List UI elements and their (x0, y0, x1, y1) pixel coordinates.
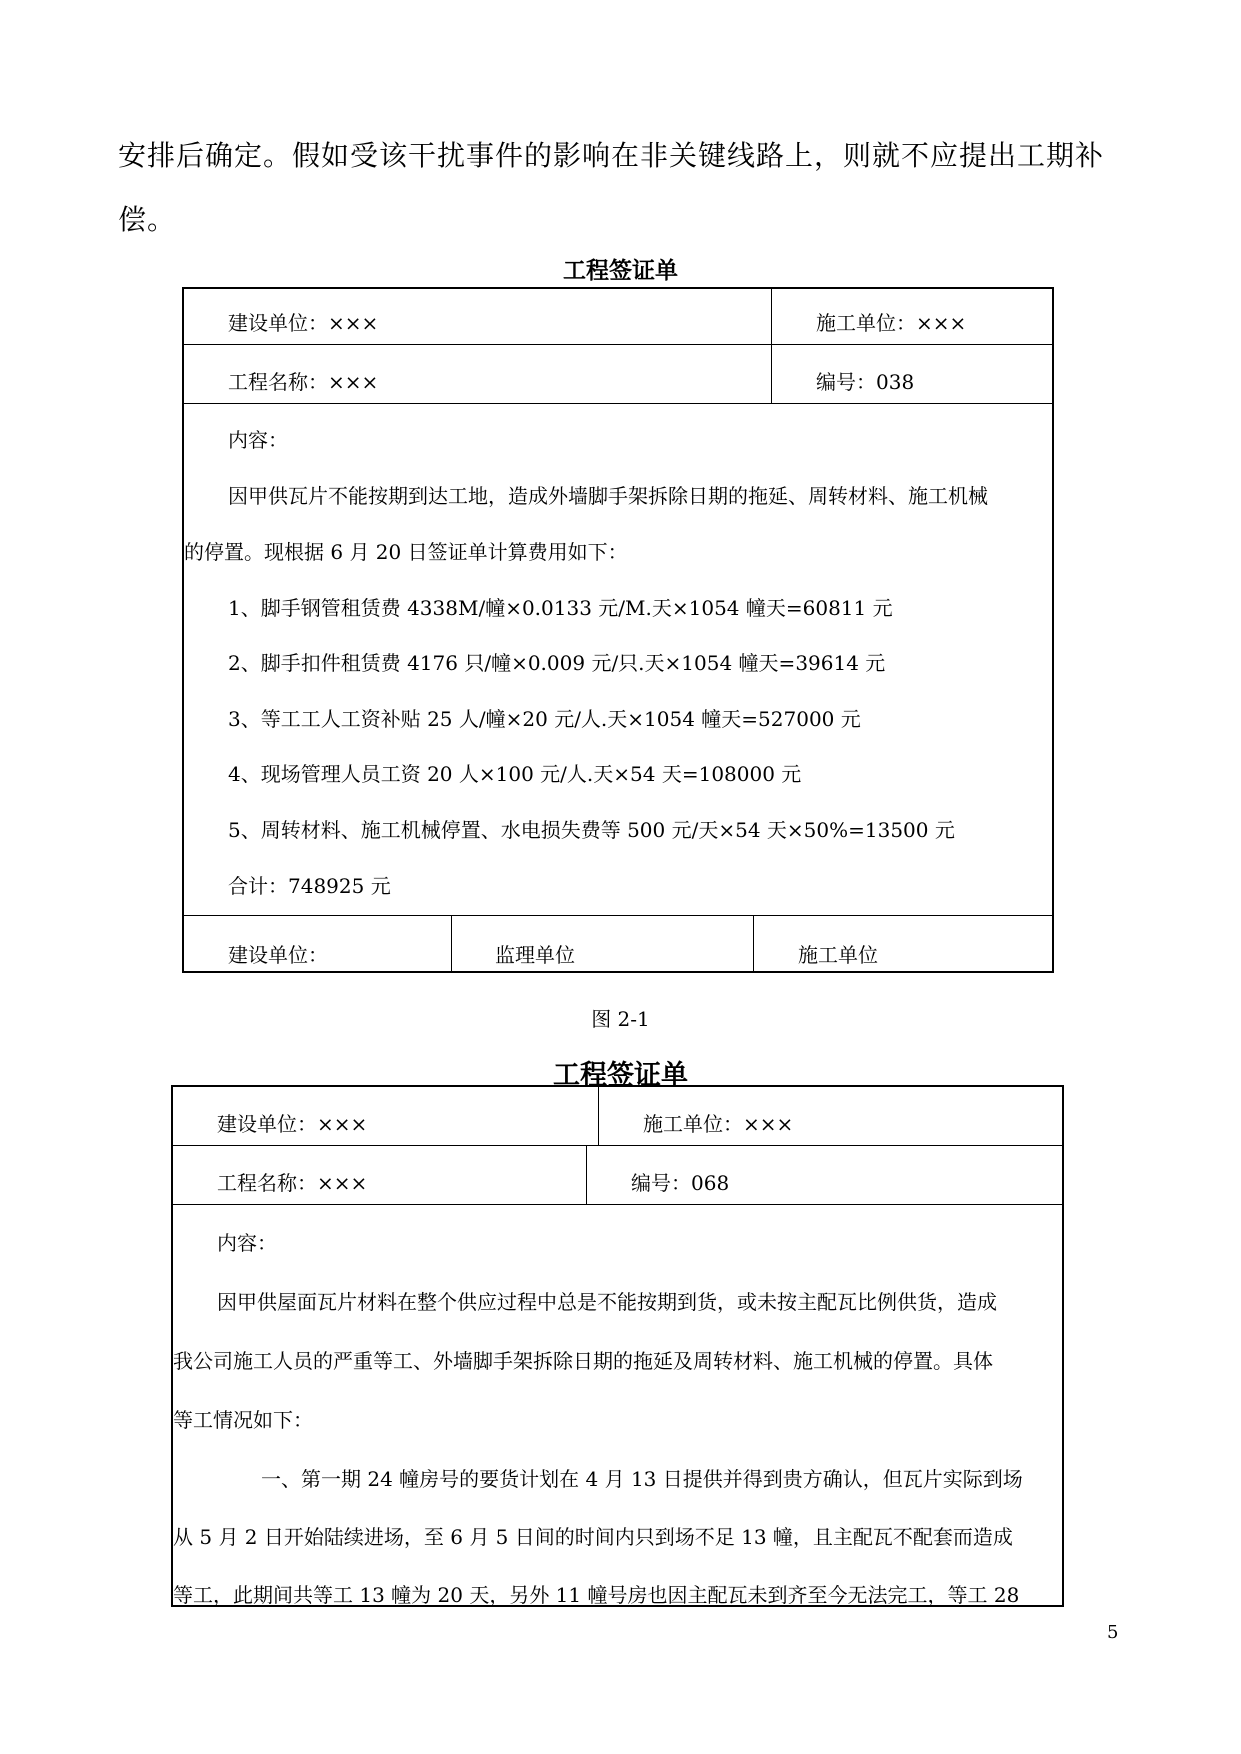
form2-content-line: 一、第一期 24 幢房号的要货计划在 4 月 13 日提供并得到贵方确认，但瓦片实际到场 (261, 1467, 1023, 1491)
form1-title: 工程签证单 (563, 258, 678, 284)
intro-line-1: 安排后确定。假如受该干扰事件的影响在非关键线路上，则就不应提出工期补 (118, 139, 1105, 172)
form1-content-label: 内容： (228, 428, 288, 452)
form2-client-cell (173, 1087, 598, 1145)
form2-project-cell (173, 1146, 586, 1204)
intro-line-2: 偿。 (118, 203, 177, 236)
form2-project: 工程名称：××× (217, 1171, 368, 1195)
form1-content (184, 404, 1052, 916)
form1-content-line: 1、脚手钢管租赁费 4338M/幢×0.0133 元/M.天×1054 幢天=60811 元 (228, 596, 893, 620)
form2-content-line: 因甲供屋面瓦片材料在整个供应过程中总是不能按期到货，或未按主配瓦比例供货，造成 (217, 1290, 997, 1314)
form1-sign-client: 建设单位： (228, 943, 328, 967)
form1-content-line: 3、等工工人工资补贴 25 人/幢×20 元/人.天×1054 幢天=527000 元 (228, 707, 861, 731)
form1-sign-contractor-cell (753, 916, 1052, 973)
form1-row-project (184, 345, 1052, 404)
form1-row-parties (184, 289, 1052, 345)
form2-content-line: 等工，此期间共等工 13 幢为 20 天，另外 11 幢号房也因主配瓦未到齐至今无法完工，等工 28 (173, 1583, 1020, 1607)
form1-sign-client-cell (184, 916, 451, 973)
form2-content-line: 我公司施工人员的严重等工、外墙脚手架拆除日期的拖延及周转材料、施工机械的停置。具体 (173, 1349, 993, 1373)
form1-content-line: 因甲供瓦片不能按期到达工地，造成外墙脚手架拆除日期的拖延、周转材料、施工机械 (228, 484, 988, 508)
form2-number-cell (586, 1146, 1062, 1204)
form1-sign-contractor: 施工单位 (798, 943, 878, 967)
form2-content-line: 等工情况如下： (173, 1408, 313, 1432)
form2-contractor-cell (598, 1087, 1062, 1145)
form1-sign-supervisor-cell (451, 916, 753, 973)
form2-row-parties (173, 1087, 1062, 1146)
form1-total: 合计：748925 元 (228, 874, 391, 898)
form1-table (182, 287, 1054, 973)
form1-client-cell (184, 289, 771, 344)
form2-client: 建设单位：××× (217, 1112, 368, 1136)
form2-row-project (173, 1146, 1062, 1205)
form2-content-line: 从 5 月 2 日开始陆续进场，至 6 月 5 日间的时间内只到场不足 13 幢，且主配瓦不配套而造成 (173, 1525, 1013, 1549)
form1-sign-supervisor: 监理单位 (495, 943, 575, 967)
form1-content-line: 2、脚手扣件租赁费 4176 只/幢×0.009 元/只.天×1054 幢天=39614 元 (228, 651, 886, 675)
form1-contractor: 施工单位：××× (816, 311, 967, 335)
form1-content-line: 的停置。现根据 6 月 20 日签证单计算费用如下： (184, 540, 628, 564)
form2-title: 工程签证单 (553, 1060, 688, 1091)
form2-content (173, 1205, 1062, 1605)
form1-content-line: 4、现场管理人员工资 20 人×100 元/人.天×54 天=108000 元 (228, 762, 802, 786)
form2-number: 编号：068 (631, 1171, 730, 1195)
form1-contractor-cell (771, 289, 1052, 344)
form1-content-line: 5、周转材料、施工机械停置、水电损失费等 500 元/天×54 天×50%=13500 元 (228, 818, 955, 842)
form2-contractor: 施工单位：××× (643, 1112, 794, 1136)
figure-caption: 图 2-1 (591, 1007, 650, 1031)
form1-project: 工程名称：××× (228, 370, 379, 394)
page-number: 5 (1107, 1622, 1119, 1643)
intro-paragraph (118, 124, 1138, 252)
form1-number: 编号：038 (816, 370, 915, 394)
form2-table (171, 1085, 1064, 1607)
form2-content-label: 内容： (217, 1231, 277, 1255)
form1-number-cell (771, 345, 1052, 403)
form1-project-cell (184, 345, 771, 403)
form1-client: 建设单位：××× (228, 311, 379, 335)
form1-row-signatures (184, 916, 1052, 973)
